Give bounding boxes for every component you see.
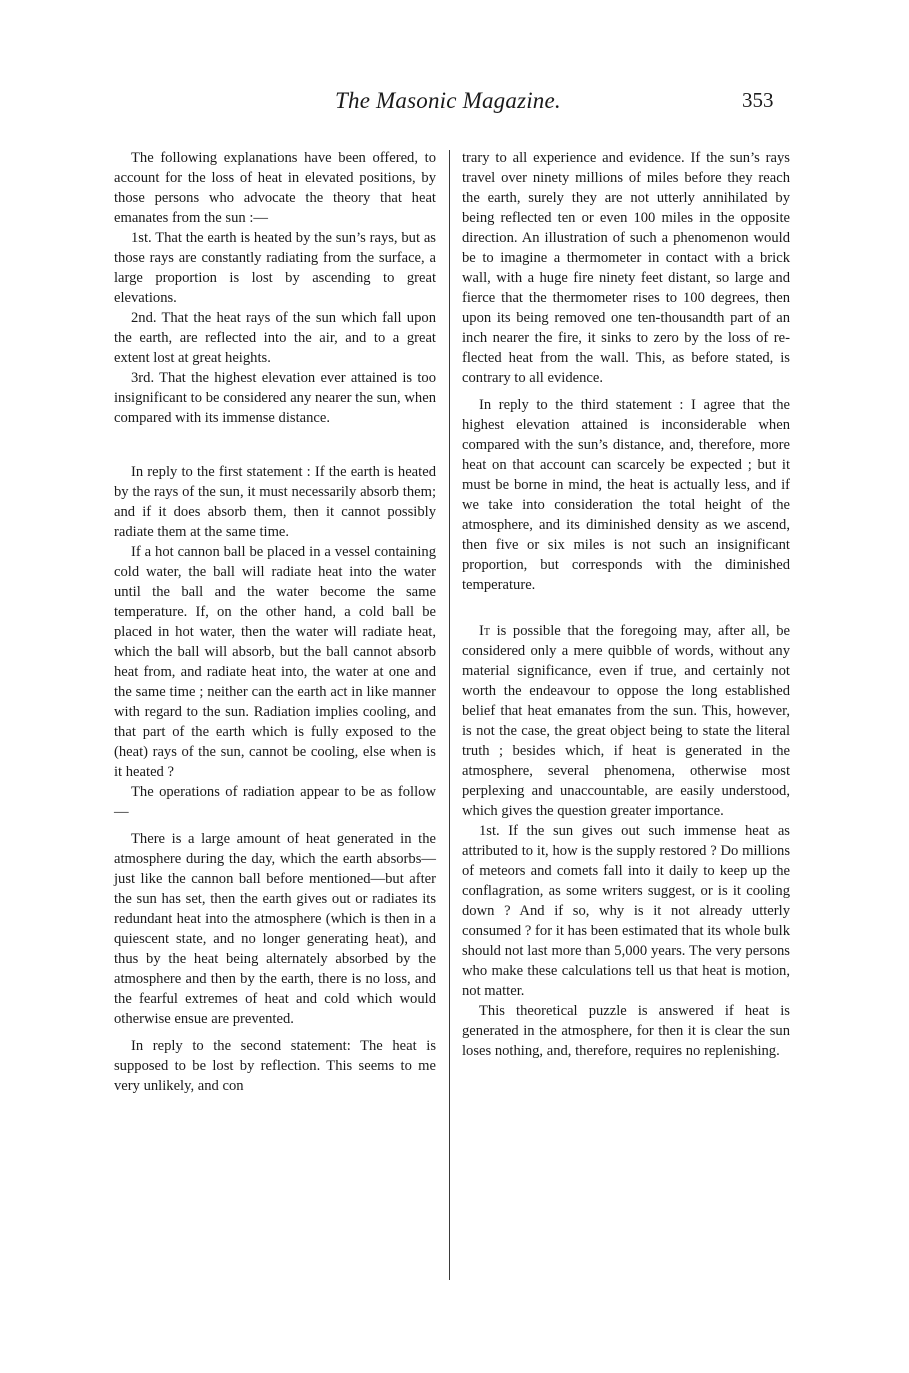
paragraph-second-explanation: 2nd. That the heat rays of the sun which fall upon the earth, are reflected into the air, and to a great extent lost at great heights. bbox=[114, 310, 436, 366]
paragraph-atmosphere-heat: There is a large amount of heat generated in the atmosphere during the day, which the earth absorbs—just like the cannon ball before mentioned—but after the sun has set, then the earth gives out or radiates its redundant heat into the atmosphere (which is then in a quiescent state, and no longer generating heat), and thus by the heat being alternately absorbed by the atmosphere and then by the earth, there is no loss, and the fearful extremes of heat and cold which would otherwise ensue are prevented. bbox=[114, 831, 436, 1027]
paragraph-intro: The following explanations have been offered, to account for the loss of heat in elevated positions, by those persons who advocate the theory that heat emanates from the sun :— bbox=[114, 150, 436, 226]
paragraph-reply-second: In reply to the second statement: The heat is supposed to be lost by reflection. This seems to me very unlikely, and con bbox=[114, 1038, 436, 1094]
paragraph-sun-supply: 1st. If the sun gives out such immense heat as attributed to it, how is the supply restored ? Do millions of meteors and comets fall into it daily to keep up the conflagration, as some writers suggest, or is it cooling down ? And if so, why is it not already utterly consumed ? for it has been estimated that its whole bulk should not last more than 5,000 years. The very persons who make these calculations tell us that heat is motion, not matter. bbox=[462, 823, 790, 999]
column-divider bbox=[449, 150, 450, 1280]
paragraph-first-explanation: 1st. That the earth is heated by the sun’s rays, but as those rays are constantly radiating from the surface, a large proportion is lost by ascending to great elevations. bbox=[114, 230, 436, 306]
paragraph-quibble bbox=[462, 621, 790, 821]
paragraph-reply-third: In reply to the third statement : I agree that the highest elevation attained is inconsiderable when compared with the sun’s distance, and, therefore, more heat on that account can scarcely be expected ; but it must be borne in mind, the heat is actually less, and if we take into consideration the total height of the atmosphere, and its diminished density as we ascend, then five or six miles is not such an insignificant proportion, but corresponds with the diminished temperature. bbox=[462, 397, 790, 593]
left-column bbox=[114, 148, 436, 1096]
paragraph-cannon-ball: If a hot cannon ball be placed in a vessel containing cold water, the ball will radiate heat into the water until the ball and the water become the same temperature. If, on the other hand, a cold ball be placed in hot water, then the water will radiate heat, which the ball will absorb, but the ball cannot absorb heat from, and radiate heat into, the water at one and the same time ; neither can the earth act in like manner with regard to the sun. Radiation implies cooling, and that part of the earth which is fully exposed to the (heat) rays of the sun, cannot be cooling, else when is it heated ? bbox=[114, 544, 436, 780]
journal-title: The Masonic Magazine. bbox=[335, 88, 561, 113]
right-column bbox=[462, 148, 790, 1061]
paragraph-quibble-text: is possible that the foregoing may, after all, be considered only a mere quibble of words, without any material significance, even if true, and certainly not worth the endeavour to oppose the long established belief that heat emanates from the sun. This, however, is not the case, the great object being to state the literal truth ; besides which, if heat is generated in the atmosphere, several phenomena, otherwise most perplexing and unaccountable, are easily understood, which gives the question greater importance. bbox=[462, 623, 790, 819]
paragraph-puzzle-answer: This theoretical puzzle is answered if heat is generated in the atmosphere, for then it is clear the sun loses nothing, and, therefore, requires no replenishing. bbox=[462, 1003, 790, 1059]
page-number: 353 bbox=[742, 88, 774, 112]
running-head bbox=[0, 88, 909, 118]
paragraph-operations: The operations of radiation appear to be as follow— bbox=[114, 784, 436, 820]
paragraph-lead-word: It bbox=[479, 623, 490, 639]
paragraph-third-explanation: 3rd. That the highest elevation ever attained is too insignificant to be considered any nearer the sun, when compared with its immense distance. bbox=[114, 370, 436, 426]
paragraph-reply-first: In reply to the first statement : If the earth is heated by the rays of the sun, it must necessarily absorb them; and if it does absorb them, then it cannot possibly radiate them at the same time. bbox=[114, 464, 436, 540]
paragraph-reflection-continued: trary to all experience and evidence. If the sun’s rays travel over ninety millions of miles before they reach the earth, surely they are not utterly annihilated by being reflected ten or even 100 miles in the opposite direction. An illustration of such a phenomenon would be to imagine a thermometer in contact with a brick wall, with a huge fire ninety feet distant, so large and fierce that the thermometer rises to 100 degrees, then upon its being removed one ten-thousandth part of an inch nearer the fire, it sinks to zero by the loss of reflected heat from the wall. This, as before stated, is contrary to all evidence. bbox=[462, 150, 790, 386]
